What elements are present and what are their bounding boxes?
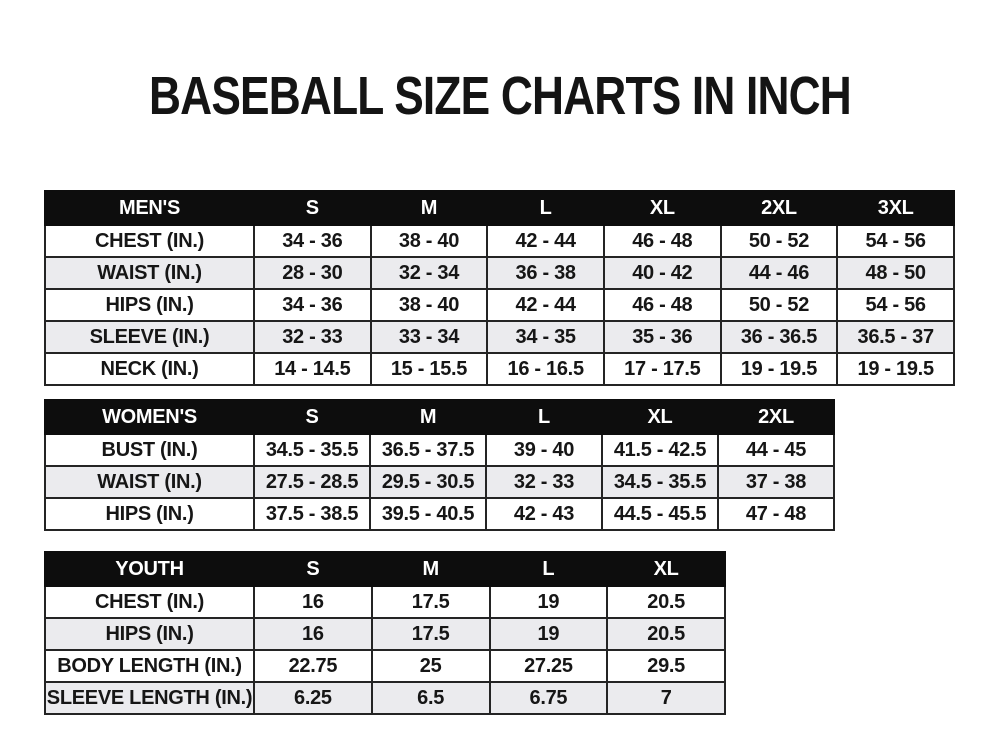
size-value: 14 - 14.5 bbox=[254, 353, 371, 385]
size-value: 20.5 bbox=[607, 618, 725, 650]
size-value: 17 - 17.5 bbox=[604, 353, 721, 385]
row-label: WAIST (IN.) bbox=[45, 257, 254, 289]
size-value: 16 bbox=[254, 586, 372, 618]
table-row bbox=[45, 466, 834, 498]
size-value: 35 - 36 bbox=[604, 321, 721, 353]
size-value: 50 - 52 bbox=[721, 225, 838, 257]
size-value: 42 - 44 bbox=[487, 289, 604, 321]
size-value: 36 - 36.5 bbox=[721, 321, 838, 353]
table-row bbox=[45, 650, 725, 682]
size-column-header: XL bbox=[607, 552, 725, 586]
size-value: 19 - 19.5 bbox=[721, 353, 838, 385]
size-value: 36.5 - 37.5 bbox=[370, 434, 486, 466]
size-column-header: S bbox=[254, 400, 370, 434]
size-value: 44 - 46 bbox=[721, 257, 838, 289]
size-value: 50 - 52 bbox=[721, 289, 838, 321]
size-value: 39 - 40 bbox=[486, 434, 602, 466]
size-value: 19 bbox=[490, 586, 608, 618]
size-value: 33 - 34 bbox=[371, 321, 488, 353]
size-value: 6.5 bbox=[372, 682, 490, 714]
size-value: 34.5 - 35.5 bbox=[254, 434, 370, 466]
size-column-header: M bbox=[372, 552, 490, 586]
size-value: 37 - 38 bbox=[718, 466, 834, 498]
size-value: 32 - 34 bbox=[371, 257, 488, 289]
size-value: 6.75 bbox=[490, 682, 608, 714]
size-value: 20.5 bbox=[607, 586, 725, 618]
size-value: 40 - 42 bbox=[604, 257, 721, 289]
row-label: SLEEVE LENGTH (IN.) bbox=[45, 682, 254, 714]
size-value: 28 - 30 bbox=[254, 257, 371, 289]
table-row bbox=[45, 682, 725, 714]
size-table-youth bbox=[44, 551, 726, 715]
size-table-womens bbox=[44, 399, 835, 531]
table-title-youth: YOUTH bbox=[45, 552, 254, 586]
size-value: 6.25 bbox=[254, 682, 372, 714]
header-row-youth bbox=[45, 552, 725, 586]
size-value: 46 - 48 bbox=[604, 289, 721, 321]
header-row-mens bbox=[45, 191, 954, 225]
size-value: 17.5 bbox=[372, 586, 490, 618]
row-label: BODY LENGTH (IN.) bbox=[45, 650, 254, 682]
size-column-header: L bbox=[490, 552, 608, 586]
size-value: 37.5 - 38.5 bbox=[254, 498, 370, 530]
table-row bbox=[45, 289, 954, 321]
size-column-header: XL bbox=[604, 191, 721, 225]
table-row bbox=[45, 225, 954, 257]
size-column-header: S bbox=[254, 191, 371, 225]
table-row bbox=[45, 586, 725, 618]
size-value: 54 - 56 bbox=[837, 289, 954, 321]
size-value: 42 - 44 bbox=[487, 225, 604, 257]
size-value: 39.5 - 40.5 bbox=[370, 498, 486, 530]
table-row bbox=[45, 321, 954, 353]
row-label: HIPS (IN.) bbox=[45, 289, 254, 321]
size-value: 29.5 bbox=[607, 650, 725, 682]
row-label: CHEST (IN.) bbox=[45, 586, 254, 618]
size-value: 16 bbox=[254, 618, 372, 650]
size-value: 48 - 50 bbox=[837, 257, 954, 289]
size-value: 19 bbox=[490, 618, 608, 650]
header-row-womens bbox=[45, 400, 834, 434]
row-label: HIPS (IN.) bbox=[45, 498, 254, 530]
size-value: 38 - 40 bbox=[371, 225, 488, 257]
row-label: NECK (IN.) bbox=[45, 353, 254, 385]
size-value: 34.5 - 35.5 bbox=[602, 466, 718, 498]
size-column-header: S bbox=[254, 552, 372, 586]
size-column-header: M bbox=[371, 191, 488, 225]
size-value: 47 - 48 bbox=[718, 498, 834, 530]
table-title-womens: WOMEN'S bbox=[45, 400, 254, 434]
size-value: 44.5 - 45.5 bbox=[602, 498, 718, 530]
size-value: 29.5 - 30.5 bbox=[370, 466, 486, 498]
size-column-header: XL bbox=[602, 400, 718, 434]
table-row bbox=[45, 618, 725, 650]
size-column-header: M bbox=[370, 400, 486, 434]
size-value: 41.5 - 42.5 bbox=[602, 434, 718, 466]
size-value: 25 bbox=[372, 650, 490, 682]
size-column-header: L bbox=[487, 191, 604, 225]
size-value: 54 - 56 bbox=[837, 225, 954, 257]
size-value: 34 - 36 bbox=[254, 225, 371, 257]
table-title-mens: MEN'S bbox=[45, 191, 254, 225]
size-value: 36.5 - 37 bbox=[837, 321, 954, 353]
table-row bbox=[45, 498, 834, 530]
size-value: 16 - 16.5 bbox=[487, 353, 604, 385]
size-value: 38 - 40 bbox=[371, 289, 488, 321]
table-row bbox=[45, 434, 834, 466]
size-column-header: 3XL bbox=[837, 191, 954, 225]
size-value: 32 - 33 bbox=[486, 466, 602, 498]
table-row bbox=[45, 353, 954, 385]
size-column-header: 2XL bbox=[721, 191, 838, 225]
size-column-header: L bbox=[486, 400, 602, 434]
size-value: 17.5 bbox=[372, 618, 490, 650]
size-value: 42 - 43 bbox=[486, 498, 602, 530]
size-value: 22.75 bbox=[254, 650, 372, 682]
size-column-header: 2XL bbox=[718, 400, 834, 434]
size-value: 27.5 - 28.5 bbox=[254, 466, 370, 498]
row-label: SLEEVE (IN.) bbox=[45, 321, 254, 353]
row-label: HIPS (IN.) bbox=[45, 618, 254, 650]
size-value: 27.25 bbox=[490, 650, 608, 682]
size-value: 36 - 38 bbox=[487, 257, 604, 289]
row-label: WAIST (IN.) bbox=[45, 466, 254, 498]
size-value: 44 - 45 bbox=[718, 434, 834, 466]
table-row bbox=[45, 257, 954, 289]
row-label: BUST (IN.) bbox=[45, 434, 254, 466]
size-value: 7 bbox=[607, 682, 725, 714]
size-table-mens bbox=[44, 190, 955, 386]
size-value: 34 - 35 bbox=[487, 321, 604, 353]
size-value: 46 - 48 bbox=[604, 225, 721, 257]
size-value: 32 - 33 bbox=[254, 321, 371, 353]
row-label: CHEST (IN.) bbox=[45, 225, 254, 257]
size-value: 19 - 19.5 bbox=[837, 353, 954, 385]
size-value: 15 - 15.5 bbox=[371, 353, 488, 385]
size-value: 34 - 36 bbox=[254, 289, 371, 321]
page-title: BASEBALL SIZE CHARTS IN INCH bbox=[149, 66, 851, 126]
